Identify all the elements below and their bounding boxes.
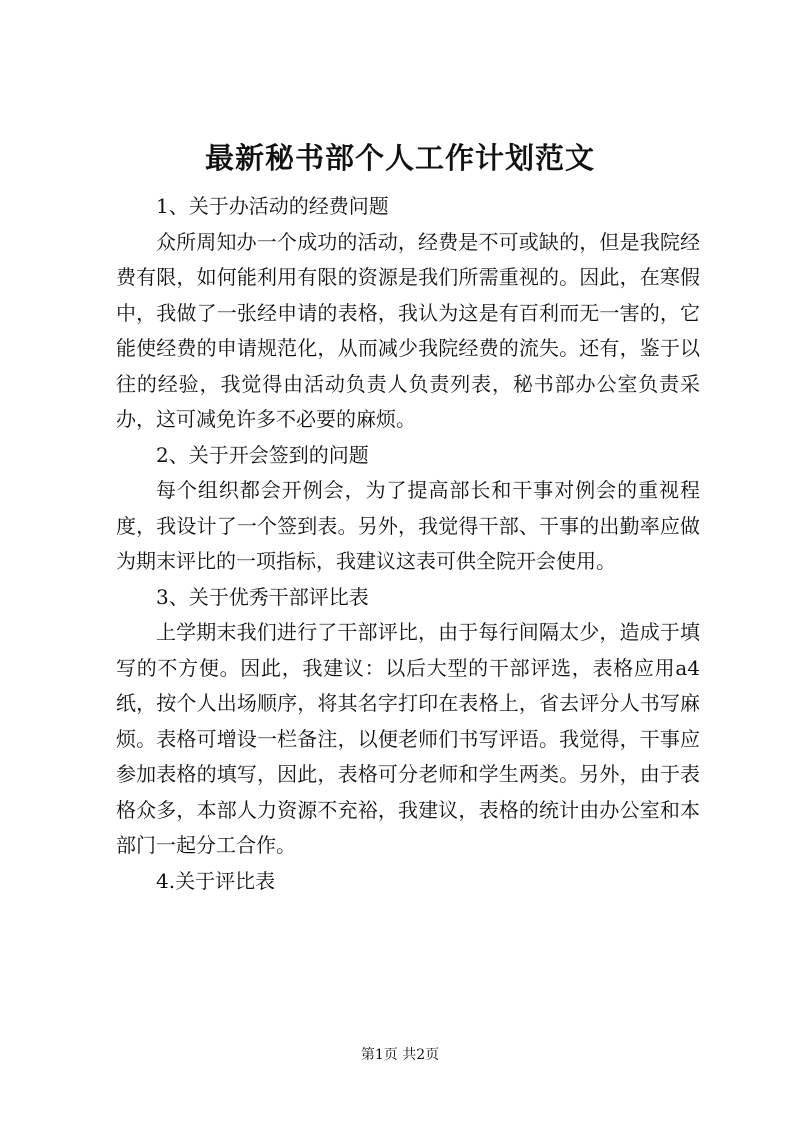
paragraph-2: 每个组织都会开例会，为了提高部长和干事对例会的重视程度，我设计了一个签到表。另外，我觉得干部、干事的出勤率应做为期末评比的一项指标，我建议这表可供全院开会使用。: [116, 478, 700, 573]
document-body: [116, 189, 700, 899]
document-title: 最新秘书部个人工作计划范文: [204, 141, 595, 175]
paragraph-1: 众所周知办一个成功的活动，经费是不可或缺的，但是我院经费有限，如何能利用有限的资源是我们所需重视的。因此，在寒假中，我做了一张经申请的表格，我认为这是有百利而无一害的，它能使经费的申请规范化，从而减少我院经费的流失。还有，鉴于以往的经验，我觉得由活动负责人负责列表，秘书部办公室负责采办，这可减免许多不必要的麻烦。: [116, 229, 700, 431]
section-heading-4: 4.关于评比表: [156, 868, 276, 893]
section-heading-2: 2、关于开会签到的问题: [156, 442, 369, 467]
page-footer: 第1页 共2页: [360, 1047, 440, 1063]
section-heading-3: 3、关于优秀干部评比表: [156, 584, 369, 609]
section-heading-1: 1、关于办活动的经费问题: [156, 194, 389, 218]
paragraph-3: 上学期末我们进行了干部评比，由于每行间隔太少，造成于填写的不方便。因此，我建议：以后大型的干部评选，表格应用a4纸，按个人出场顺序，将其名字打印在表格上，省去评分人书写麻烦。表格可增设一栏备注，以便老师们书写评语。我觉得，干事应参加表格的填写，因此，表格可分老师和学生两类。另外，由于表格众多，本部人力资源不充裕，我建议，表格的统计由办公室和本部门一起分工合作。: [116, 620, 700, 857]
